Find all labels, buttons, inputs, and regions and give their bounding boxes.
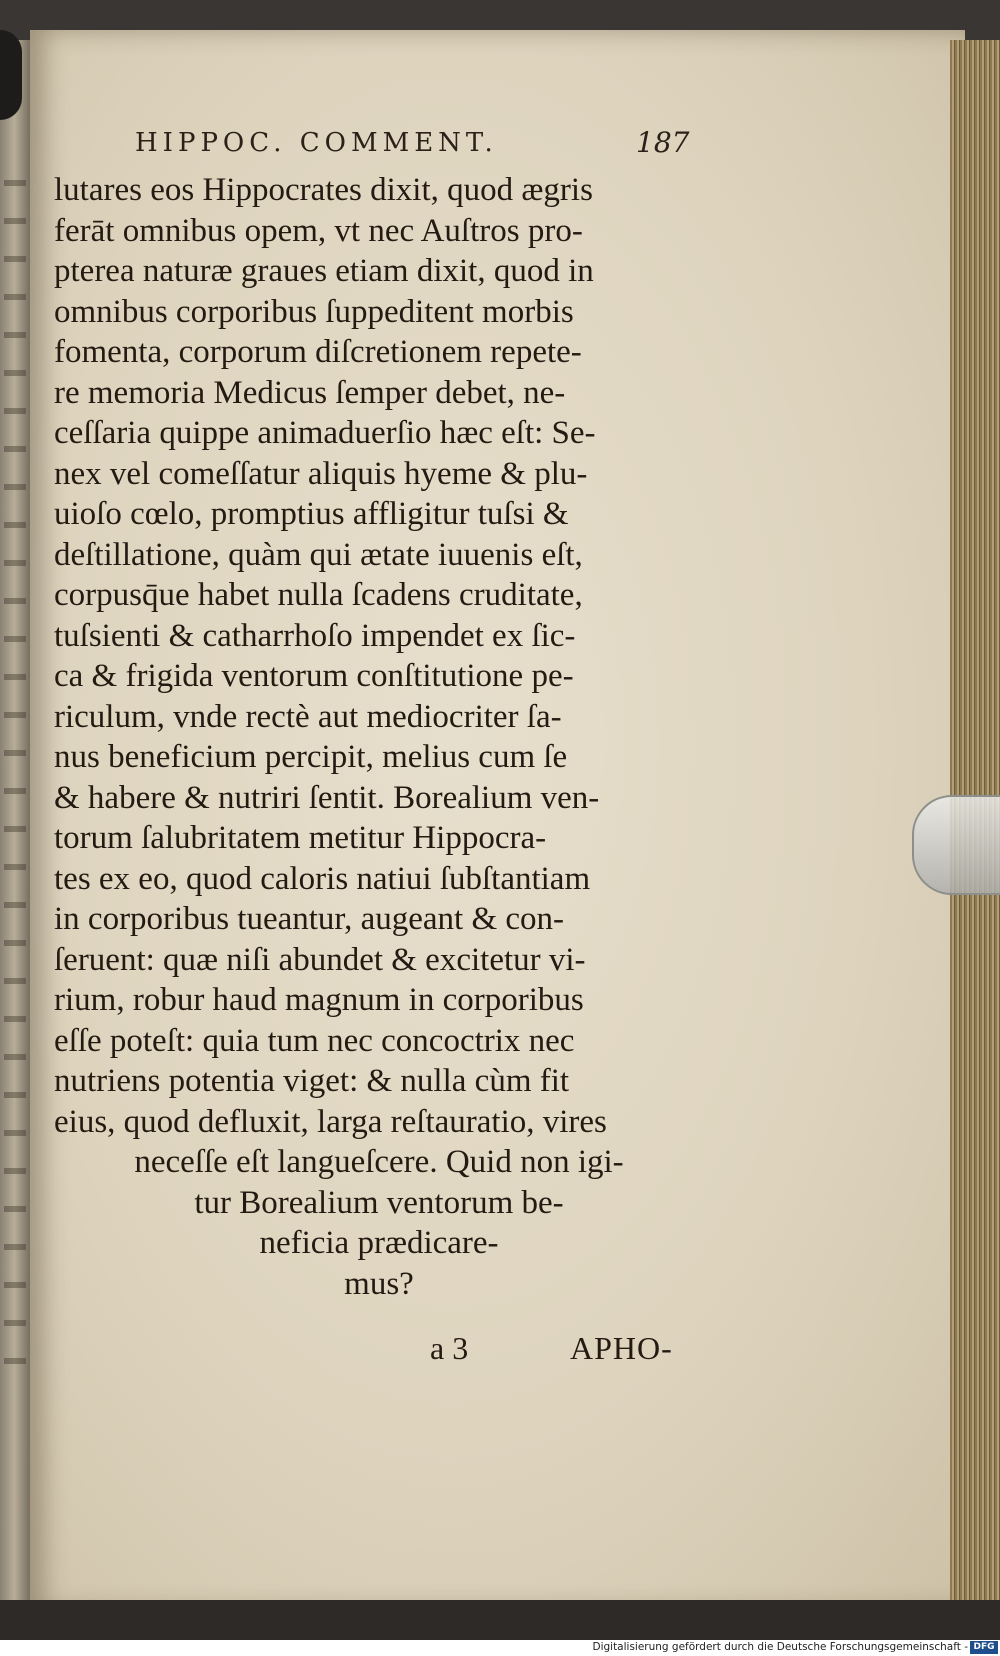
- scan-background-bottom: [0, 1600, 1000, 1640]
- text-line: re memoria Medicus ſemper debet, ne-: [54, 374, 566, 411]
- text-line: uioſo cœlo, promptius affligitur tuſsi &: [54, 496, 569, 532]
- text-line: omnibus corporibus ſuppeditent morbis: [54, 293, 574, 330]
- running-title: HIPPOC. COMMENT.: [135, 128, 498, 158]
- text-line: corpusq̄ue habet nulla ſcadens cruditate,: [54, 577, 583, 613]
- previous-page-edge: [0, 40, 32, 1600]
- page-foot: [430, 1330, 730, 1374]
- text-line: riculum, vnde rectè aut mediocriter ſa-: [54, 698, 562, 735]
- page-clip: [912, 795, 1000, 895]
- text-line: ſeruent: quæ niſi abundet & excitetur vi-: [54, 941, 586, 978]
- page-number: 187: [636, 126, 690, 159]
- text-line: nus beneficium percipit, melius cum ſe: [54, 739, 568, 775]
- digitization-footer: [0, 1640, 1000, 1656]
- book-cover-corner: [0, 30, 22, 120]
- text-line: tuſsienti & catharrhoſo impendet ex ſic-: [54, 617, 576, 654]
- text-line: in corporibus tueantur, augeant & con-: [54, 901, 565, 937]
- text-line: neceſſe eſt langueſcere. Quid non igi-: [134, 1144, 624, 1180]
- running-head: [0, 128, 1000, 168]
- dfg-logo: DFG: [970, 1641, 998, 1654]
- previous-page-text-bleed: [4, 180, 26, 1380]
- text-line: & habere & nutriri ſentit. Borealium ven-: [54, 779, 600, 816]
- signature-mark: a 3: [430, 1330, 469, 1366]
- catchword: APHO-: [570, 1330, 673, 1366]
- text-line: torum ſalubritatem metitur Hippocra-: [54, 820, 547, 856]
- text-line: tes ex eo, quod caloris natiui ſubſtantiam: [54, 860, 591, 897]
- text-line: deſtillatione, quàm qui ætate iuuenis eſt,: [54, 536, 583, 573]
- text-line: nex vel comeſſatur aliquis hyeme & plu-: [54, 455, 588, 492]
- text-line: ca & frigida ventorum conſtitutione pe-: [54, 658, 574, 694]
- footer-credit: Digitalisierung gefördert durch die Deutsche Forschungsgemeinschaft -: [592, 1641, 968, 1653]
- text-line: pterea naturæ graues etiam dixit, quod in: [54, 253, 594, 289]
- text-line: fomenta, corporum diſcretionem repete-: [54, 334, 582, 370]
- text-line: ferāt omnibus opem, vt nec Auſtros pro-: [54, 212, 583, 249]
- text-line: lutares eos Hippocrates dixit, quod ægris: [54, 172, 593, 208]
- text-line: eſſe poteſt: quia tum nec concoctrix nec: [54, 1022, 575, 1059]
- text-line: rium, robur haud magnum in corporibus: [54, 982, 584, 1018]
- text-line: tur Borealium ventorum be-: [194, 1184, 564, 1221]
- text-line: mus?: [344, 1265, 414, 1302]
- body-text: [54, 170, 704, 1304]
- text-line: ceſſaria quippe animaduerſio hæc eſt: Se-: [54, 415, 596, 451]
- text-line: neficia prædicare-: [259, 1225, 499, 1261]
- text-line: eius, quod defluxit, larga reſtauratio, vires: [54, 1103, 607, 1140]
- text-line: nutriens potentia viget: & nulla cùm fit: [54, 1063, 570, 1099]
